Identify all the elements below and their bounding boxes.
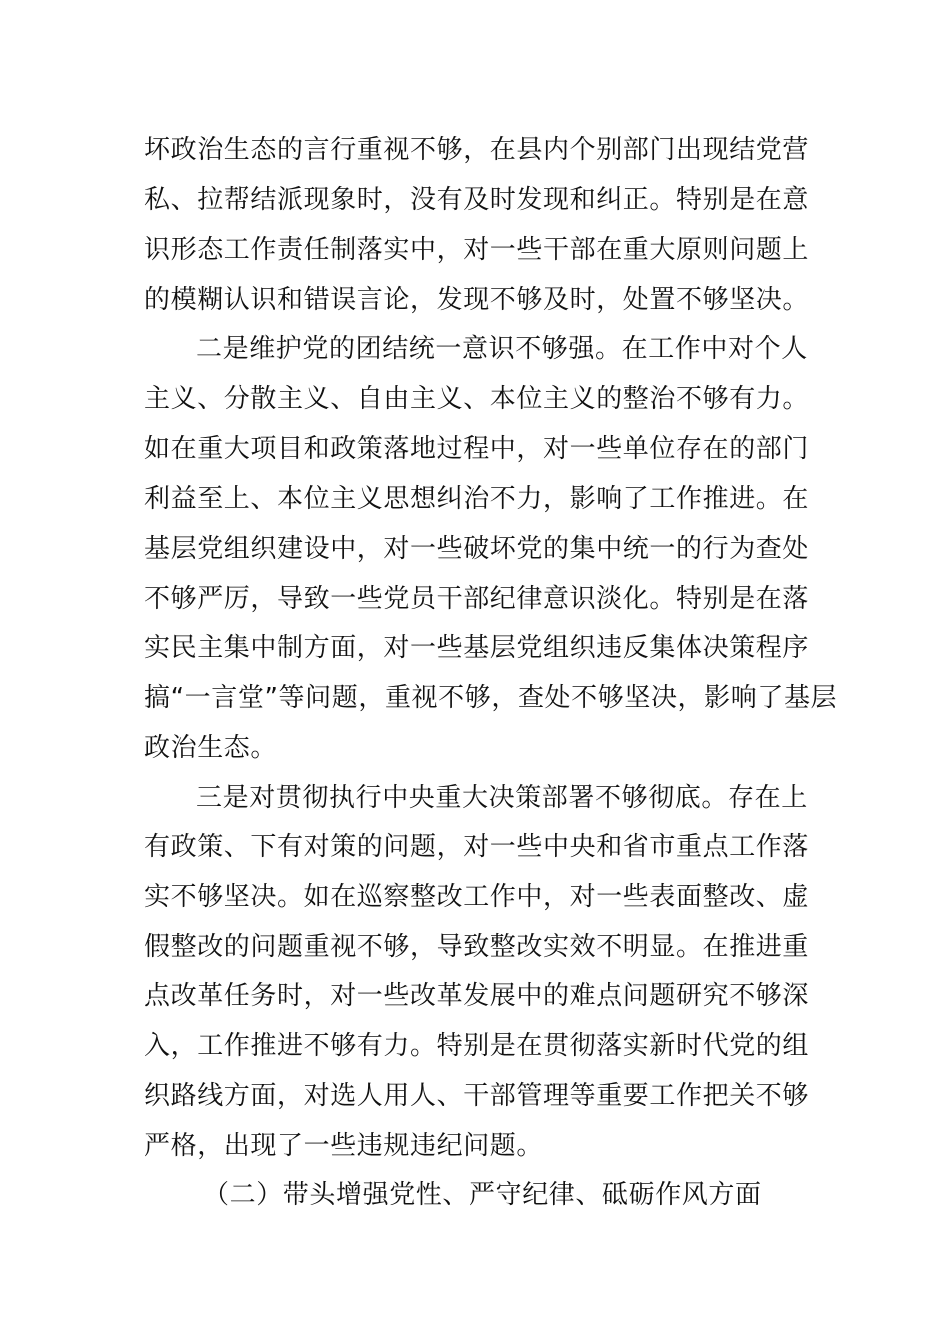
body-text-line: 实不够坚决。如在巡察整改工作中，对一些表面整改、虚 (144, 882, 810, 912)
body-text-line: 私、拉帮结派现象时，没有及时发现和纠正。特别是在意 (144, 185, 810, 215)
body-text-line: 识形态工作责任制落实中，对一些干部在重大原则问题上 (144, 235, 810, 265)
body-text-line: 利益至上、本位主义思想纠治不力，影响了工作推进。在 (144, 484, 810, 514)
body-text-line: 不够严厉，导致一些党员干部纪律意识淡化。特别是在落 (144, 584, 810, 614)
body-text-line: 基层党组织建设中，对一些破坏党的集中统一的行为查处 (144, 534, 810, 564)
body-text-line: 入，工作推进不够有力。特别是在贯彻落实新时代党的组 (144, 1031, 810, 1061)
body-text-line: 主义、分散主义、自由主义、本位主义的整治不够有力。 (144, 384, 810, 414)
body-text-line: 的模糊认识和错误言论，发现不够及时，处置不够坚决。 (144, 285, 810, 315)
body-text-line: 织路线方面，对选人用人、干部管理等重要工作把关不够 (144, 1081, 810, 1111)
section-heading: （二）带头增强党性、严守纪律、砥砺作风方面 (203, 1180, 762, 1210)
body-text-line: 实民主集中制方面，对一些基层党组织违反集体决策程序 (144, 633, 810, 663)
body-text-line: 点改革任务时，对一些改革发展中的难点问题研究不够深 (144, 981, 810, 1011)
body-text-line: 有政策、下有对策的问题，对一些中央和省市重点工作落 (144, 832, 810, 862)
body-text-line: 搞“一言堂”等问题，重视不够，查处不够坚决，影响了基层 (144, 683, 838, 713)
paragraph-first-line: 三是对贯彻执行中央重大决策部署不够彻底。存在上 (196, 783, 808, 813)
body-text-line: 假整改的问题重视不够，导致整改实效不明显。在推进重 (144, 932, 810, 962)
body-text-line: 如在重大项目和政策落地过程中，对一些单位存在的部门 (144, 434, 810, 464)
body-text-line: 严格，出现了一些违规违纪问题。 (144, 1131, 544, 1161)
body-text-line: 政治生态。 (144, 733, 278, 763)
paragraph-first-line: 二是维护党的团结统一意识不够强。在工作中对个人 (196, 334, 808, 364)
body-text-line: 坏政治生态的言行重视不够，在县内个别部门出现结党营 (144, 135, 810, 165)
